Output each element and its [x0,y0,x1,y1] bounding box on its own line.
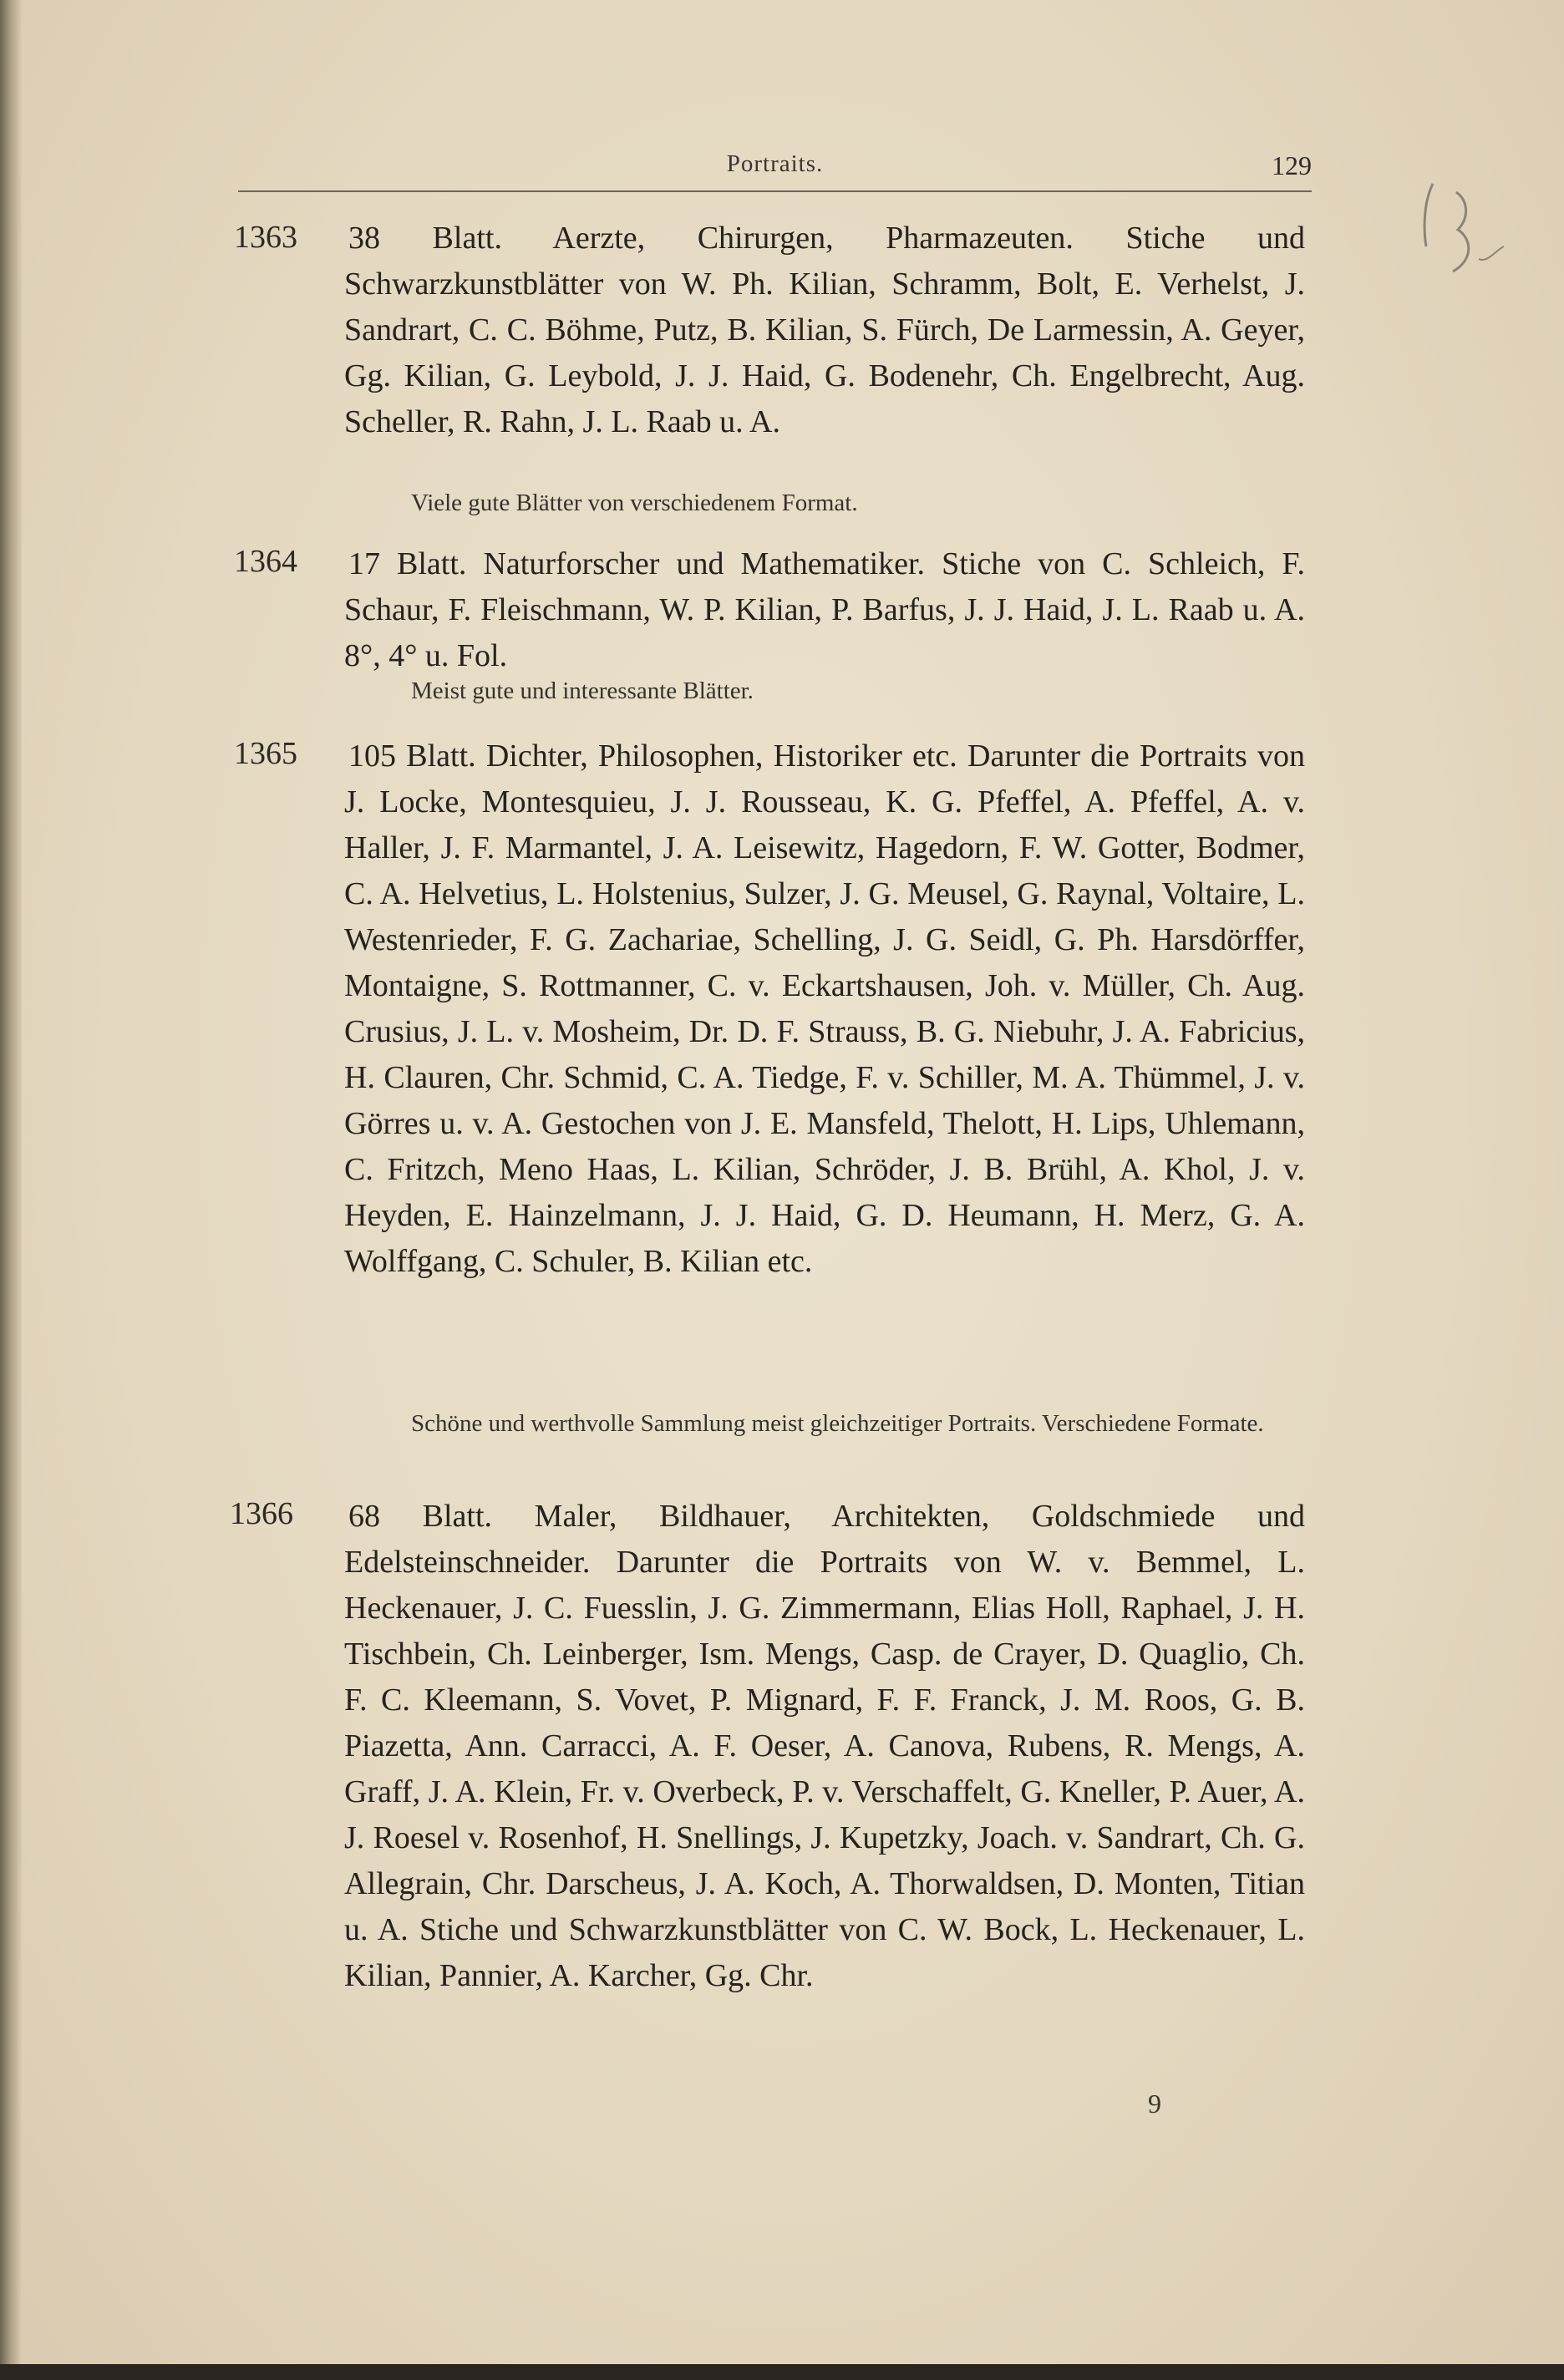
entry-description: 38 Blatt. Aerzte, Chirurgen, Pharmazeuten. Stiche und Schwarzkunstblätter von W. Ph. Kilian, Schramm, Bolt, E. Verhelst, J. Sandrart, C. C. Böhme, Putz, B. Kilian, S. Fürch, De Larmessin, A. Geyer, Gg. Kilian, G. Leybold, J. J. Haid, G. Bodenehr, Ch. Engelbrecht, Aug. Scheller, R. Rahn, J. L. Raab u. A. [344,221,1305,439]
entry-note: Meist gute und interessante Blätter. [411,677,754,704]
page-bottom-edge [0,2364,1564,2380]
entry-description: 17 Blatt. Naturforscher und Mathematiker. Stiche von C. Schleich, F. Schaur, F. Fleischmann, W. P. Kilian, P. Barfus, J. J. Haid, J. L. Raab u. A. 8°, 4° u. Fol. [344,546,1305,673]
entry-number: 1366 [230,1496,293,1531]
entry-number: 1365 [234,736,297,771]
running-title: Portraits. [726,150,824,177]
page-header [238,150,1312,192]
pencil-mark-icon [1416,167,1516,292]
entry-note: Viele gute Blätter von verschiedenem Format. [411,490,858,516]
entry-description: 68 Blatt. Maler, Bildhauer, Architekten, Goldschmiede und Edelsteinschneider. Darunter die Portraits von W. v. Bemmel, L. Heckenauer, J. C. Fuesslin, J. G. Zimmermann, Elias Holl, Raphael, J. H. Tischbein, Ch. Leinberger, Ism. Mengs, Casp. de Crayer, D. Quaglio, Ch. F. C. Kleemann, S. Vovet, P. Mignard, F. F. Franck, J. M. Roos, G. B. Piazetta, Ann. Carracci, A. F. Oeser, A. Canova, Rubens, R. Mengs, A. Graff, J. A. Klein, Fr. v. Overbeck, P. v. Verschaffelt, G. Kneller, P. Auer, A. J. Roesel v. Rosenhof, H. Snellings, J. Kupetzky, Joach. v. Sandrart, Ch. G. Allegrain, Chr. Darscheus, J. A. Koch, A. Thorwaldsen, D. Monten, Titian u. A. Stiche und Schwarzkunstblätter von C. W. Bock, L. Heckenauer, L. Kilian, Pannier, A. Karcher, Gg. Chr. [344,1499,1305,1993]
entry-number: 1364 [234,544,297,579]
signature-mark: 9 [1148,2088,1161,2119]
entry-number: 1363 [234,220,297,255]
page-binding-edge [0,0,22,2380]
page-number: 129 [1272,150,1312,180]
entry-note: Schöne und werthvolle Sammlung meist gleichzeitiger Portraits. Verschiedene Formate. [411,1410,1264,1437]
entry-description: 105 Blatt. Dichter, Philosophen, Historiker etc. Darunter die Portraits von J. Locke, Montesquieu, J. J. Rousseau, K. G. Pfeffel, A. Pfeffel, A. v. Haller, J. F. Marmantel, J. A. Leisewitz, Hagedorn, F. W. Gotter, Bodmer, C. A. Helvetius, L. Holstenius, Sulzer, J. G. Meusel, G. Raynal, Voltaire, L. Westenrieder, F. G. Zachariae, Schelling, J. G. Seidl, G. Ph. Harsdörffer, Montaigne, S. Rottmanner, C. v. Eckartshausen, Joh. v. Müller, Ch. Aug. Crusius, J. L. v. Mosheim, Dr. D. F. Strauss, B. G. Niebuhr, J. A. Fabricius, H. Clauren, Chr. Schmid, C. A. Tiedge, F. v. Schiller, M. A. Thümmel, J. v. Görres u. v. A. Gestochen von J. E. Mansfeld, Thelott, H. Lips, Uhlemann, C. Fritzch, Meno Haas, L. Kilian, Schröder, J. B. Brühl, A. Khol, J. v. Heyden, E. Hainzelmann, J. J. Haid, G. D. Heumann, H. Merz, G. A. Wolffgang, C. Schuler, B. Kilian etc. [344,738,1305,1279]
